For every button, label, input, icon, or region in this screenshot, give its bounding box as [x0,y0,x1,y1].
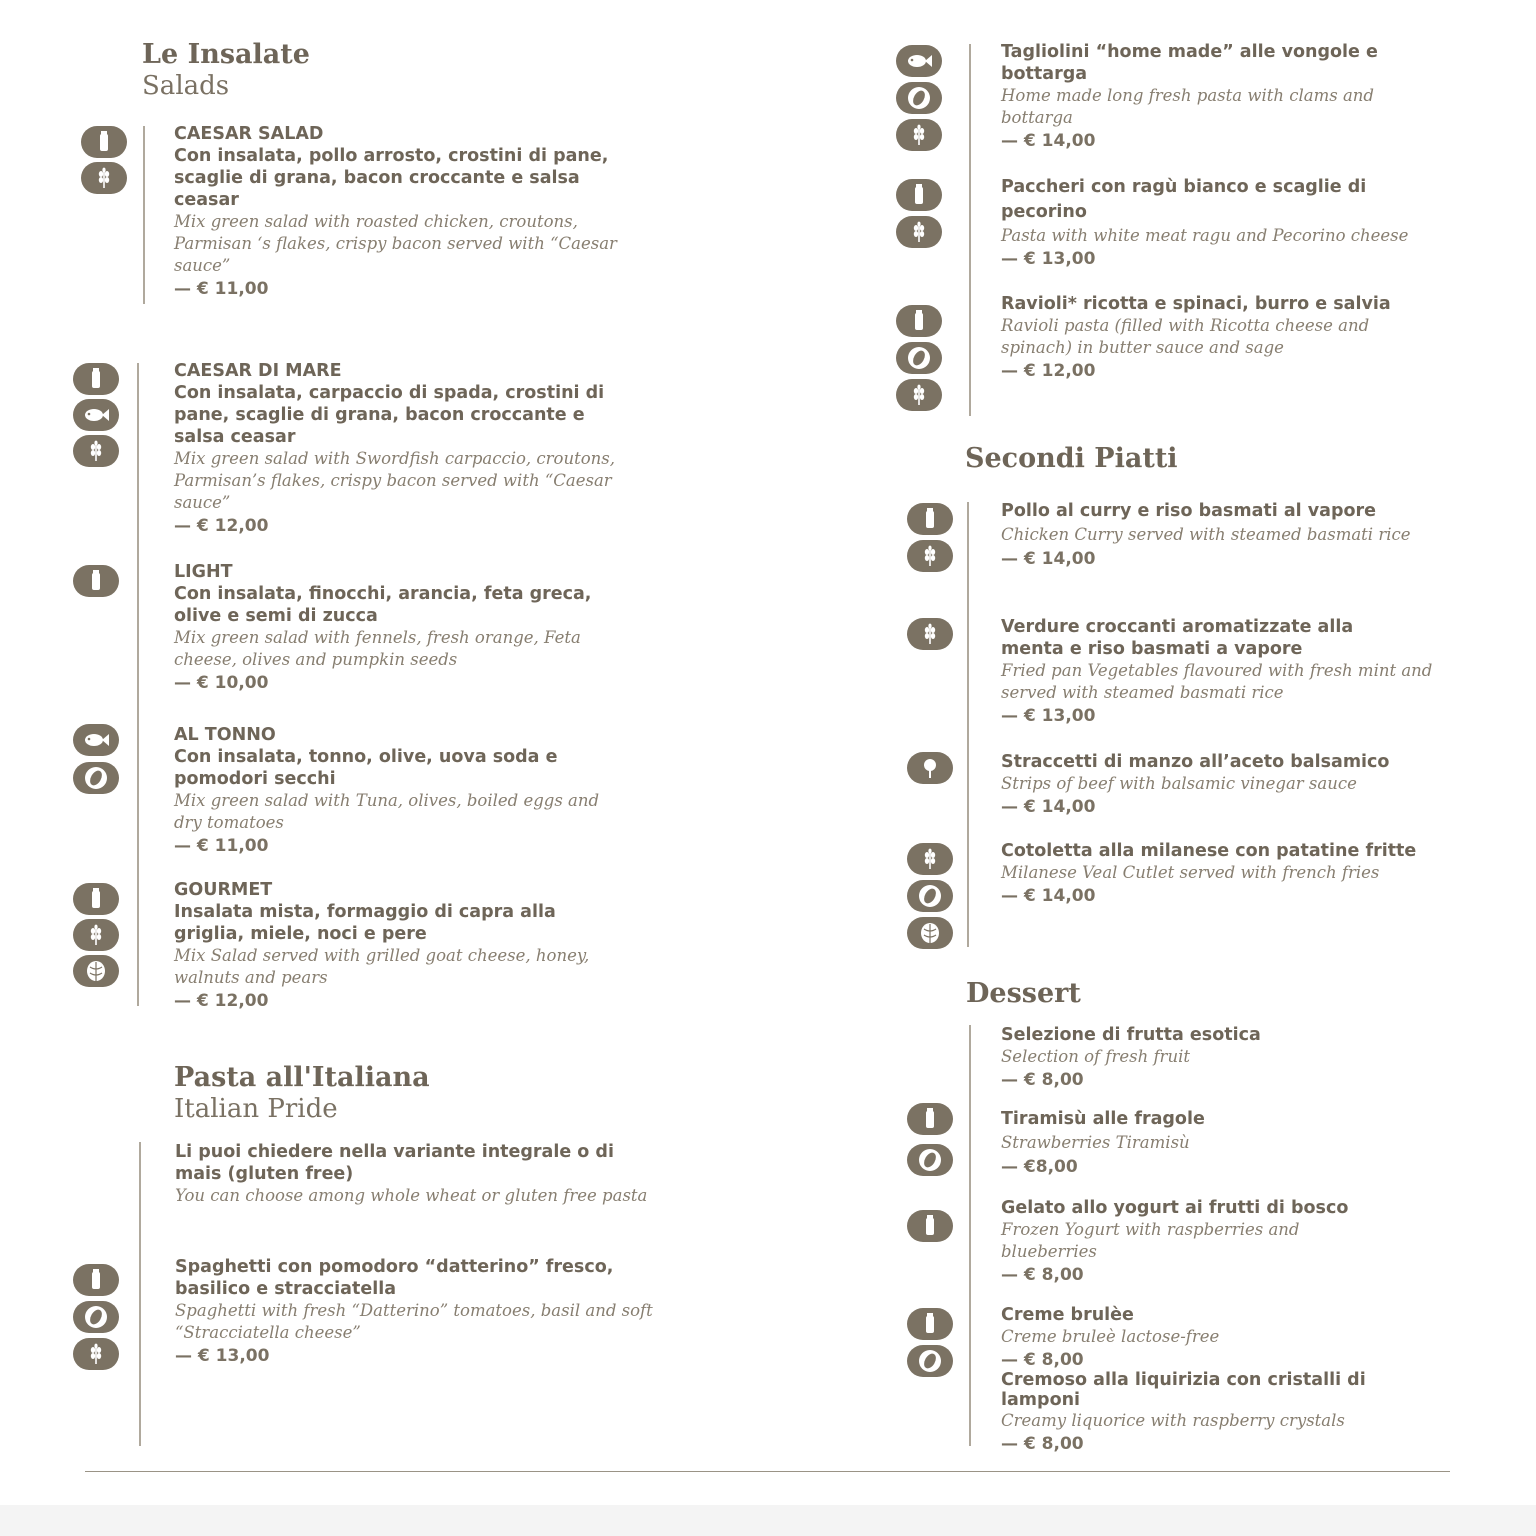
menu-item [1001,175,1461,271]
item-price: — € 8,00 [1001,1070,1084,1090]
egg-icon [907,880,953,912]
item-description-en: Mix Salad served with grilled goat cheese, honey, walnuts and pears [174,946,590,987]
item-description-en: Creme bruleè lactose-free [1001,1327,1220,1346]
item-price: — € 13,00 [175,1346,270,1366]
sulphite-icon [907,752,953,784]
item-description-it: Cremoso alla liquirizia con cristalli di lamponi [1001,1370,1366,1410]
item-description-en: Mix green salad with fennels, fresh orange, Feta cheese, olives and pumpkin seeds [174,628,581,669]
milk-icon [73,1264,119,1296]
menu-item [174,123,644,301]
milk-icon [896,179,942,211]
item-price: — € 14,00 [1001,886,1096,906]
item-name: AL TONNO [174,725,276,745]
milk-icon [907,503,953,535]
gluten-icon [907,618,953,650]
item-price: — € 11,00 [174,279,269,299]
menu-item [1001,41,1441,153]
dessert-title: Dessert [966,978,1081,1009]
item-description-en: Spaghetti with fresh “Datterino” tomatoes, basil and soft “Stracciatella cheese” [175,1301,653,1342]
item-description-it: Verdure croccanti aromatizzate alla menta e riso basmati a vapore [1001,617,1354,659]
item-description-en: Mix green salad with roasted chicken, croutons, Parmisan ‘s flakes, crispy bacon served with “Caesar sauce” [174,212,617,275]
item-description-en: Creamy liquorice with raspberry crystals [1001,1411,1345,1430]
divider-line [969,1025,971,1446]
item-description-en: Home made long fresh pasta with clams and bottarga [1001,86,1374,127]
gluten-icon [73,919,119,951]
item-description-it: Selezione di frutta esotica [1001,1025,1261,1045]
item-description-it: Spaghetti con pomodoro “datterino” fresco, basilico e stracciatella [175,1257,614,1299]
egg-icon [73,762,119,794]
menu-item [174,879,644,1013]
page-bottom-band [0,1505,1536,1536]
menu-item [1001,293,1451,383]
egg-icon [907,1144,953,1176]
item-description-en: Milanese Veal Cutlet served with french fries [1001,863,1380,882]
menu-item [1001,616,1451,728]
salads-subtitle: Salads [142,71,230,101]
item-description-it: Pollo al curry e riso basmati al vapore [1001,501,1376,521]
note-it: Li puoi chiedere nella variante integrale o di mais (gluten free) [175,1142,614,1184]
menu-item [1001,1024,1451,1092]
gluten-icon [896,119,942,151]
gluten-icon [81,162,127,194]
item-description-en: Chicken Curry served with steamed basmati rice [1001,525,1411,544]
divider-line [143,126,145,304]
menu-item [1001,500,1451,571]
milk-icon [907,1308,953,1340]
item-price: — € 12,00 [1001,361,1096,381]
egg-icon [907,1345,953,1377]
menu-item [174,724,644,858]
egg-icon [73,1301,119,1333]
item-description-en: Fried pan Vegetables flavoured with fresh mint and served with steamed basmati rice [1001,661,1433,702]
item-description-en: Mix green salad with Tuna, olives, boiled eggs and dry tomatoes [174,791,600,832]
item-price: — € 8,00 [1001,1350,1084,1370]
menu-item [1001,1108,1451,1179]
item-description-en: Ravioli pasta (filled with Ricotta cheese and spinach) in butter sauce and sage [1001,316,1370,357]
item-price: — € 12,00 [174,516,269,536]
item-price: — € 14,00 [1001,549,1096,569]
item-description-en: Frozen Yogurt with raspberries and blueberries [1001,1220,1300,1261]
gluten-icon [896,379,942,411]
menu-item [174,360,644,538]
gluten-icon [907,540,953,572]
item-price: — € 8,00 [1001,1434,1084,1454]
gluten-icon [73,1338,119,1370]
menu-item [1001,751,1451,819]
gluten-icon [907,843,953,875]
item-description-it: Con insalata, carpaccio di spada, crostini di pane, scaglie di grana, bacon croccante e salsa ceasar [174,383,605,447]
pasta-note [175,1141,648,1207]
milk-icon [73,883,119,915]
item-price: — € 13,00 [1001,706,1096,726]
egg-icon [896,342,942,374]
divider-line [137,363,139,1006]
milk-icon [81,126,127,158]
menu-item [1001,840,1451,908]
item-name: LIGHT [174,562,233,582]
pasta-title: Pasta all'Italiana [174,1062,430,1093]
item-description-en: Mix green salad with Swordfish carpaccio, croutons, Parmisan’s flakes, crispy bacon served with “Caesar sauce” [174,449,615,512]
item-name: CAESAR SALAD [174,124,324,144]
divider-line [967,502,969,947]
secondi-title: Secondi Piatti [965,443,1178,474]
nuts-icon [907,917,953,949]
egg-icon [896,82,942,114]
item-price: — € 14,00 [1001,797,1096,817]
divider-line [139,1142,141,1446]
divider-line [969,44,971,416]
item-description-it: Tiramisù alle fragole [1001,1109,1205,1129]
menu-item [1001,1304,1451,1372]
item-description-it: Gelato allo yogurt ai frutti di bosco [1001,1198,1349,1218]
item-price: — € 14,00 [1001,131,1096,151]
item-description-en: Pasta with white meat ragu and Pecorino cheese [1001,226,1409,245]
fish-icon [896,45,942,77]
milk-icon [896,305,942,337]
item-price: — € 11,00 [174,836,269,856]
item-description-it: Creme brulèe [1001,1305,1134,1325]
gluten-icon [896,216,942,248]
milk-icon [73,565,119,597]
menu-item [175,1256,675,1368]
item-name: GOURMET [174,880,273,900]
milk-icon [907,1103,953,1135]
menu-item [174,561,644,695]
item-description-it: Straccetti di manzo all’aceto balsamico [1001,752,1390,772]
fish-icon [73,724,119,756]
nuts-icon [73,955,119,987]
footer-rule [85,1471,1450,1472]
item-description-it: Insalata mista, formaggio di capra alla griglia, miele, noci e pere [174,902,556,944]
menu-item [1001,1370,1451,1456]
item-description-it: Tagliolini “home made” alle vongole e bottarga [1001,42,1378,84]
item-name: CAESAR DI MARE [174,361,342,381]
menu-item [1001,1197,1451,1287]
item-description-it: Ravioli* ricotta e spinaci, burro e salvia [1001,294,1391,314]
item-description-it: Paccheri con ragù bianco e scaglie di pecorino [1001,177,1367,222]
item-price: — € 8,00 [1001,1265,1084,1285]
note-en: You can choose among whole wheat or gluten free pasta [175,1186,648,1205]
item-description-en: Strips of beef with balsamic vinegar sauce [1001,774,1357,793]
milk-icon [73,363,119,395]
item-description-it: Con insalata, tonno, olive, uova soda e pomodori secchi [174,747,558,789]
item-description-it: Cotoletta alla milanese con patatine fritte [1001,841,1417,861]
salads-title: Le Insalate [142,39,310,70]
item-description-it: Con insalata, finocchi, arancia, feta greca, olive e semi di zucca [174,584,592,626]
item-price: — € 13,00 [1001,249,1096,269]
item-description-en: Strawberries Tiramisù [1001,1133,1190,1152]
item-description-it: Con insalata, pollo arrosto, crostini di pane, scaglie di grana, bacon croccante e salsa ceasar [174,146,609,210]
item-price: — € 12,00 [174,991,269,1011]
item-description-en: Selection of fresh fruit [1001,1047,1190,1066]
milk-icon [907,1210,953,1242]
gluten-icon [73,435,119,467]
fish-icon [73,399,119,431]
item-price: — € 10,00 [174,673,269,693]
item-price: — €8,00 [1001,1157,1078,1177]
pasta-subtitle: Italian Pride [174,1094,338,1124]
